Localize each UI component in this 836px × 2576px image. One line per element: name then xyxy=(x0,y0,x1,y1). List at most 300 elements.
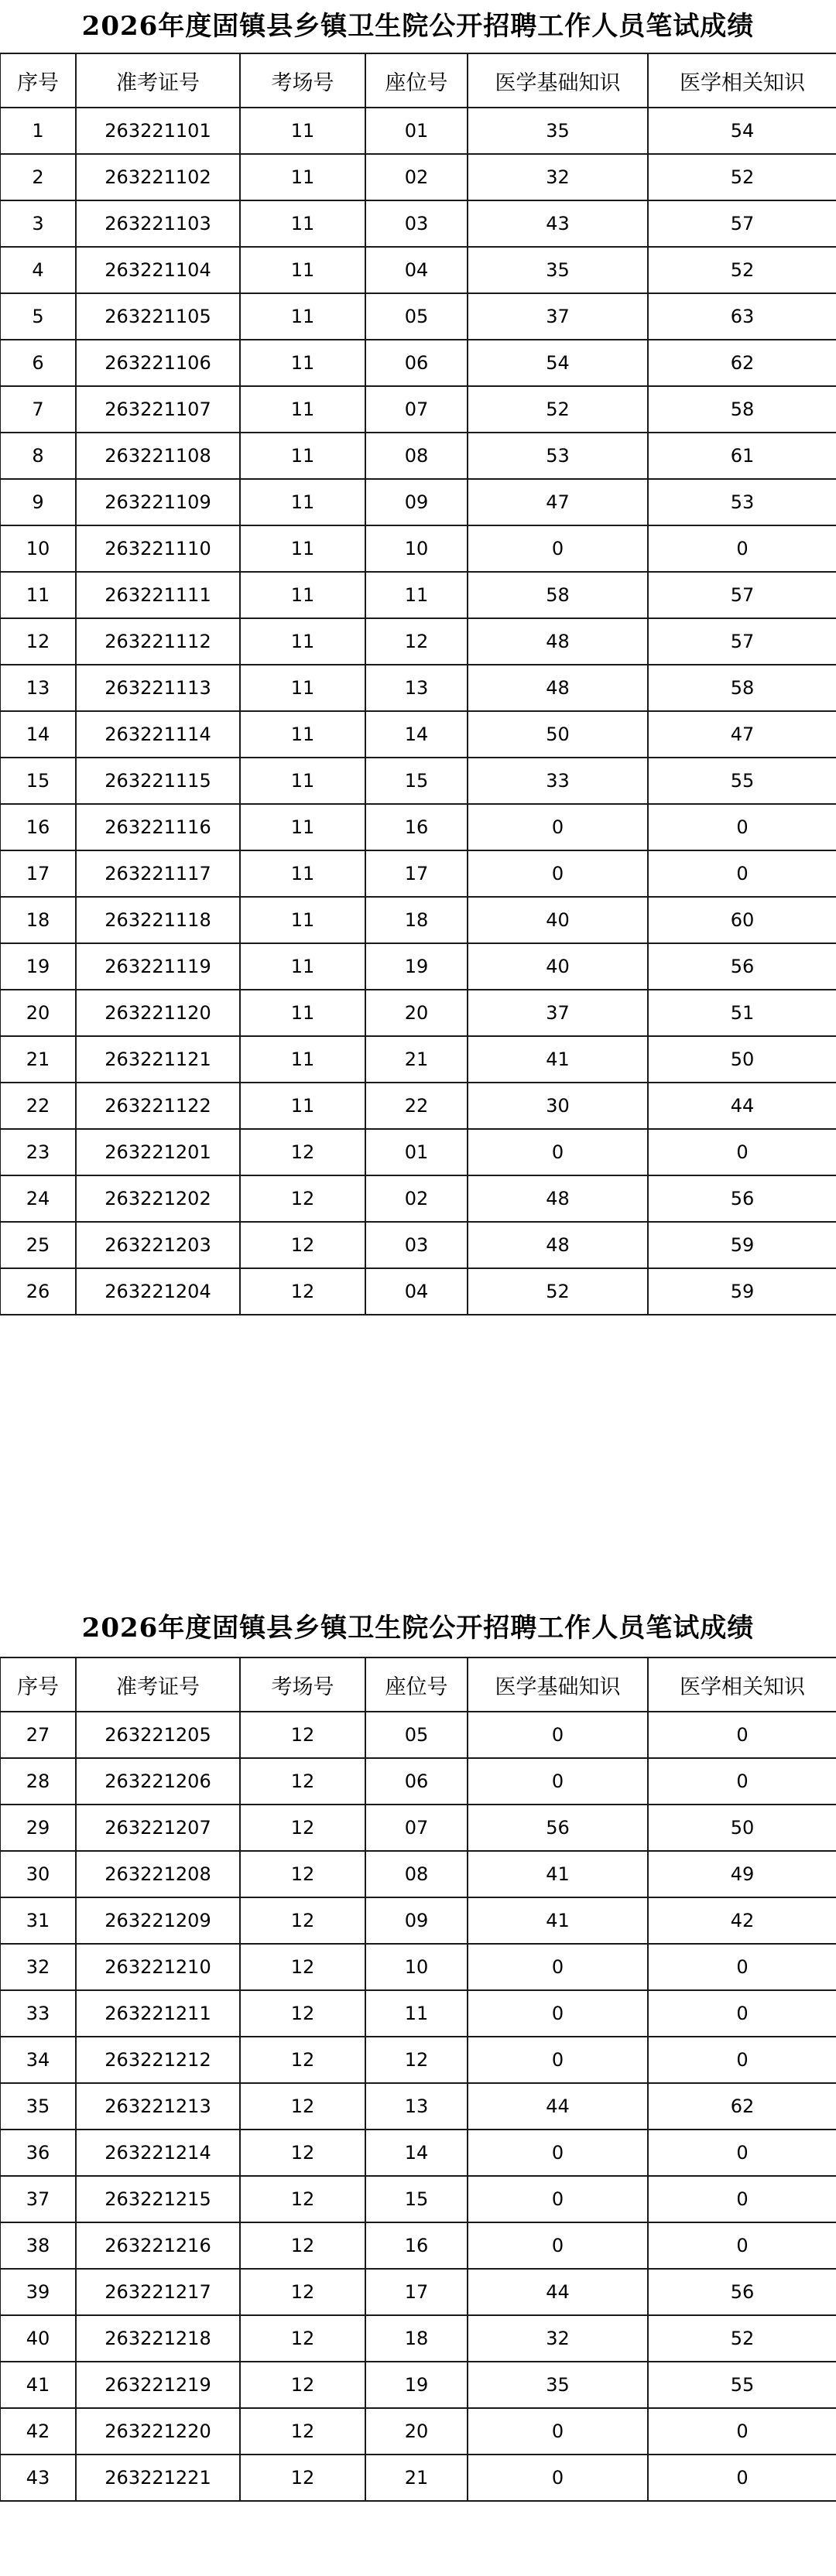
cell-seat-number: 14 xyxy=(365,711,468,758)
cell-seat-number: 07 xyxy=(365,1805,468,1851)
cell-exam-room: 11 xyxy=(240,897,365,943)
cell-ticket-number: 263221110 xyxy=(76,525,240,572)
cell-ticket-number: 263221212 xyxy=(76,2037,240,2083)
cell-ticket-number: 263221216 xyxy=(76,2222,240,2269)
cell-seat-number: 06 xyxy=(365,340,468,386)
cell-medical-related-score: 55 xyxy=(648,758,836,804)
cell-ticket-number: 263221101 xyxy=(76,108,240,154)
cell-medical-related-score: 0 xyxy=(648,2408,836,2455)
cell-exam-room: 12 xyxy=(240,2176,365,2222)
cell-exam-room: 11 xyxy=(240,758,365,804)
cell-ticket-number: 263221213 xyxy=(76,2083,240,2130)
cell-serial-number: 33 xyxy=(0,1990,76,2037)
cell-medical-basics-score: 35 xyxy=(468,108,648,154)
cell-exam-room: 11 xyxy=(240,247,365,293)
cell-ticket-number: 263221111 xyxy=(76,572,240,618)
cell-seat-number: 19 xyxy=(365,943,468,990)
cell-serial-number: 10 xyxy=(0,525,76,572)
table-row xyxy=(0,897,836,943)
cell-ticket-number: 263221201 xyxy=(76,1129,240,1175)
cell-medical-basics-score: 52 xyxy=(468,386,648,433)
cell-medical-related-score: 50 xyxy=(648,1805,836,1851)
cell-serial-number: 15 xyxy=(0,758,76,804)
cell-medical-basics-score: 37 xyxy=(468,293,648,340)
cell-medical-basics-score: 50 xyxy=(468,711,648,758)
cell-medical-related-score: 0 xyxy=(648,850,836,897)
cell-exam-room: 12 xyxy=(240,1944,365,1990)
cell-medical-basics-score: 0 xyxy=(468,2176,648,2222)
cell-serial-number: 6 xyxy=(0,340,76,386)
cell-ticket-number: 263221204 xyxy=(76,1268,240,1315)
header-serial-number: 序号 xyxy=(0,53,76,108)
cell-ticket-number: 263221217 xyxy=(76,2269,240,2315)
cell-medical-basics-score: 32 xyxy=(468,2315,648,2362)
cell-medical-related-score: 52 xyxy=(648,247,836,293)
cell-seat-number: 16 xyxy=(365,804,468,850)
cell-ticket-number: 263221106 xyxy=(76,340,240,386)
cell-medical-related-score: 0 xyxy=(648,2455,836,2501)
cell-medical-basics-score: 0 xyxy=(468,1129,648,1175)
cell-medical-related-score: 0 xyxy=(648,804,836,850)
cell-ticket-number: 263221211 xyxy=(76,1990,240,2037)
cell-ticket-number: 263221116 xyxy=(76,804,240,850)
cell-medical-related-score: 0 xyxy=(648,2222,836,2269)
cell-seat-number: 20 xyxy=(365,990,468,1036)
cell-medical-basics-score: 0 xyxy=(468,1990,648,2037)
cell-ticket-number: 263221114 xyxy=(76,711,240,758)
cell-medical-related-score: 58 xyxy=(648,386,836,433)
cell-ticket-number: 263221109 xyxy=(76,479,240,525)
cell-medical-basics-score: 53 xyxy=(468,433,648,479)
cell-seat-number: 15 xyxy=(365,758,468,804)
table-row xyxy=(0,525,836,572)
cell-exam-room: 12 xyxy=(240,2083,365,2130)
cell-medical-basics-score: 48 xyxy=(468,1175,648,1222)
cell-exam-room: 12 xyxy=(240,1805,365,1851)
cell-ticket-number: 263221205 xyxy=(76,1712,240,1758)
cell-exam-room: 11 xyxy=(240,386,365,433)
cell-seat-number: 11 xyxy=(365,1990,468,2037)
cell-medical-basics-score: 33 xyxy=(468,758,648,804)
cell-medical-basics-score: 35 xyxy=(468,247,648,293)
cell-ticket-number: 263221207 xyxy=(76,1805,240,1851)
cell-seat-number: 01 xyxy=(365,1129,468,1175)
cell-medical-related-score: 0 xyxy=(648,1129,836,1175)
cell-ticket-number: 263221214 xyxy=(76,2130,240,2176)
cell-seat-number: 03 xyxy=(365,200,468,247)
table-row xyxy=(0,2269,836,2315)
cell-medical-basics-score: 48 xyxy=(468,1222,648,1268)
table-row xyxy=(0,1175,836,1222)
table-row xyxy=(0,479,836,525)
cell-medical-basics-score: 30 xyxy=(468,1083,648,1129)
cell-exam-room: 12 xyxy=(240,2455,365,2501)
cell-seat-number: 22 xyxy=(365,1083,468,1129)
table-row xyxy=(0,1851,836,1897)
cell-serial-number: 31 xyxy=(0,1897,76,1944)
table-row xyxy=(0,1758,836,1805)
header-medical-related-score: 医学相关知识 xyxy=(648,53,836,108)
header-exam-room: 考场号 xyxy=(240,53,365,108)
table-row xyxy=(0,2315,836,2362)
cell-medical-related-score: 60 xyxy=(648,897,836,943)
cell-seat-number: 08 xyxy=(365,433,468,479)
cell-medical-related-score: 50 xyxy=(648,1036,836,1083)
cell-medical-related-score: 0 xyxy=(648,1990,836,2037)
cell-seat-number: 21 xyxy=(365,1036,468,1083)
cell-ticket-number: 263221107 xyxy=(76,386,240,433)
cell-ticket-number: 263221119 xyxy=(76,943,240,990)
cell-medical-related-score: 42 xyxy=(648,1897,836,1944)
cell-exam-room: 11 xyxy=(240,572,365,618)
cell-medical-basics-score: 56 xyxy=(468,1805,648,1851)
page-title: 2026年度固镇县乡镇卫生院公开招聘工作人员笔试成绩 xyxy=(81,11,755,42)
cell-seat-number: 13 xyxy=(365,2083,468,2130)
cell-serial-number: 28 xyxy=(0,1758,76,1805)
cell-exam-room: 11 xyxy=(240,293,365,340)
cell-ticket-number: 263221202 xyxy=(76,1175,240,1222)
cell-seat-number: 13 xyxy=(365,665,468,711)
cell-medical-related-score: 0 xyxy=(648,2130,836,2176)
cell-seat-number: 17 xyxy=(365,850,468,897)
cell-exam-room: 12 xyxy=(240,1712,365,1758)
cell-medical-basics-score: 0 xyxy=(468,2455,648,2501)
cell-medical-related-score: 0 xyxy=(648,1712,836,1758)
cell-medical-basics-score: 0 xyxy=(468,2222,648,2269)
cell-serial-number: 12 xyxy=(0,618,76,665)
cell-serial-number: 38 xyxy=(0,2222,76,2269)
cell-serial-number: 32 xyxy=(0,1944,76,1990)
cell-seat-number: 03 xyxy=(365,1222,468,1268)
cell-serial-number: 13 xyxy=(0,665,76,711)
cell-exam-room: 11 xyxy=(240,990,365,1036)
cell-serial-number: 25 xyxy=(0,1222,76,1268)
cell-serial-number: 3 xyxy=(0,200,76,247)
cell-seat-number: 02 xyxy=(365,154,468,200)
table-row xyxy=(0,2362,836,2408)
cell-serial-number: 5 xyxy=(0,293,76,340)
table-row xyxy=(0,850,836,897)
cell-seat-number: 16 xyxy=(365,2222,468,2269)
table-row xyxy=(0,340,836,386)
cell-seat-number: 20 xyxy=(365,2408,468,2455)
cell-medical-related-score: 0 xyxy=(648,1944,836,1990)
cell-exam-room: 11 xyxy=(240,154,365,200)
cell-seat-number: 05 xyxy=(365,1712,468,1758)
cell-medical-related-score: 59 xyxy=(648,1222,836,1268)
cell-medical-related-score: 52 xyxy=(648,2315,836,2362)
cell-medical-related-score: 51 xyxy=(648,990,836,1036)
cell-seat-number: 07 xyxy=(365,386,468,433)
table-row xyxy=(0,154,836,200)
cell-seat-number: 15 xyxy=(365,2176,468,2222)
header-seat-number: 座位号 xyxy=(365,53,468,108)
header-exam-room: 考场号 xyxy=(240,1657,365,1712)
cell-serial-number: 37 xyxy=(0,2176,76,2222)
cell-serial-number: 41 xyxy=(0,2362,76,2408)
cell-serial-number: 23 xyxy=(0,1129,76,1175)
table-row xyxy=(0,200,836,247)
cell-seat-number: 06 xyxy=(365,1758,468,1805)
cell-medical-basics-score: 40 xyxy=(468,943,648,990)
cell-serial-number: 34 xyxy=(0,2037,76,2083)
cell-seat-number: 04 xyxy=(365,1268,468,1315)
table-row xyxy=(0,433,836,479)
cell-medical-basics-score: 47 xyxy=(468,479,648,525)
cell-seat-number: 02 xyxy=(365,1175,468,1222)
cell-exam-room: 12 xyxy=(240,1897,365,1944)
cell-medical-related-score: 54 xyxy=(648,108,836,154)
header-ticket-number: 准考证号 xyxy=(76,53,240,108)
cell-ticket-number: 263221220 xyxy=(76,2408,240,2455)
table-row xyxy=(0,1805,836,1851)
cell-medical-related-score: 0 xyxy=(648,525,836,572)
cell-serial-number: 24 xyxy=(0,1175,76,1222)
cell-exam-room: 11 xyxy=(240,804,365,850)
cell-exam-room: 12 xyxy=(240,1222,365,1268)
cell-exam-room: 11 xyxy=(240,711,365,758)
cell-ticket-number: 263221203 xyxy=(76,1222,240,1268)
cell-medical-related-score: 56 xyxy=(648,2269,836,2315)
cell-medical-related-score: 0 xyxy=(648,2037,836,2083)
table-row xyxy=(0,1222,836,1268)
cell-serial-number: 4 xyxy=(0,247,76,293)
cell-medical-basics-score: 44 xyxy=(468,2083,648,2130)
header-medical-related-score: 医学相关知识 xyxy=(648,1657,836,1712)
table-header-row xyxy=(0,1657,836,1712)
cell-serial-number: 30 xyxy=(0,1851,76,1897)
cell-medical-related-score: 52 xyxy=(648,154,836,200)
cell-seat-number: 14 xyxy=(365,2130,468,2176)
cell-medical-basics-score: 0 xyxy=(468,1944,648,1990)
cell-medical-basics-score: 0 xyxy=(468,2037,648,2083)
cell-ticket-number: 263221120 xyxy=(76,990,240,1036)
cell-serial-number: 17 xyxy=(0,850,76,897)
cell-exam-room: 12 xyxy=(240,1268,365,1315)
cell-seat-number: 19 xyxy=(365,2362,468,2408)
cell-serial-number: 26 xyxy=(0,1268,76,1315)
cell-serial-number: 11 xyxy=(0,572,76,618)
cell-ticket-number: 263221105 xyxy=(76,293,240,340)
table-row xyxy=(0,1129,836,1175)
cell-seat-number: 17 xyxy=(365,2269,468,2315)
table-row xyxy=(0,2176,836,2222)
table-row xyxy=(0,386,836,433)
cell-medical-related-score: 62 xyxy=(648,340,836,386)
table-row xyxy=(0,2037,836,2083)
cell-ticket-number: 263221103 xyxy=(76,200,240,247)
table-row xyxy=(0,2222,836,2269)
cell-seat-number: 05 xyxy=(365,293,468,340)
cell-medical-basics-score: 0 xyxy=(468,804,648,850)
table-row xyxy=(0,990,836,1036)
cell-ticket-number: 263221118 xyxy=(76,897,240,943)
table-row xyxy=(0,758,836,804)
cell-exam-room: 11 xyxy=(240,618,365,665)
cell-serial-number: 19 xyxy=(0,943,76,990)
table-row xyxy=(0,2408,836,2455)
cell-medical-related-score: 56 xyxy=(648,1175,836,1222)
cell-serial-number: 39 xyxy=(0,2269,76,2315)
cell-medical-basics-score: 0 xyxy=(468,850,648,897)
cell-medical-basics-score: 40 xyxy=(468,897,648,943)
cell-medical-basics-score: 0 xyxy=(468,1758,648,1805)
cell-medical-related-score: 61 xyxy=(648,433,836,479)
cell-serial-number: 22 xyxy=(0,1083,76,1129)
score-table xyxy=(0,53,836,1315)
table-row xyxy=(0,1036,836,1083)
cell-ticket-number: 263221210 xyxy=(76,1944,240,1990)
cell-serial-number: 18 xyxy=(0,897,76,943)
cell-ticket-number: 263221206 xyxy=(76,1758,240,1805)
cell-ticket-number: 263221104 xyxy=(76,247,240,293)
cell-exam-room: 11 xyxy=(240,943,365,990)
cell-exam-room: 12 xyxy=(240,2037,365,2083)
cell-serial-number: 20 xyxy=(0,990,76,1036)
cell-medical-basics-score: 0 xyxy=(468,1712,648,1758)
cell-ticket-number: 263221215 xyxy=(76,2176,240,2222)
cell-medical-related-score: 63 xyxy=(648,293,836,340)
cell-medical-related-score: 55 xyxy=(648,2362,836,2408)
cell-exam-room: 11 xyxy=(240,200,365,247)
cell-exam-room: 11 xyxy=(240,340,365,386)
table-row xyxy=(0,1083,836,1129)
cell-seat-number: 11 xyxy=(365,572,468,618)
cell-ticket-number: 263221112 xyxy=(76,618,240,665)
cell-medical-related-score: 58 xyxy=(648,665,836,711)
cell-exam-room: 12 xyxy=(240,1758,365,1805)
cell-medical-basics-score: 0 xyxy=(468,2408,648,2455)
table-row xyxy=(0,2083,836,2130)
cell-seat-number: 18 xyxy=(365,897,468,943)
cell-seat-number: 08 xyxy=(365,1851,468,1897)
cell-medical-related-score: 53 xyxy=(648,479,836,525)
table-row xyxy=(0,2455,836,2501)
cell-exam-room: 12 xyxy=(240,2362,365,2408)
table-row xyxy=(0,618,836,665)
score-page-2 xyxy=(0,1599,836,2502)
header-medical-basics-score: 医学基础知识 xyxy=(468,1657,648,1712)
cell-exam-room: 11 xyxy=(240,108,365,154)
cell-exam-room: 11 xyxy=(240,525,365,572)
cell-medical-related-score: 59 xyxy=(648,1268,836,1315)
table-row xyxy=(0,108,836,154)
cell-ticket-number: 263221218 xyxy=(76,2315,240,2362)
cell-exam-room: 11 xyxy=(240,479,365,525)
cell-medical-related-score: 62 xyxy=(648,2083,836,2130)
table-header-row xyxy=(0,53,836,108)
table-row xyxy=(0,943,836,990)
cell-medical-basics-score: 48 xyxy=(468,618,648,665)
cell-serial-number: 16 xyxy=(0,804,76,850)
header-seat-number: 座位号 xyxy=(365,1657,468,1712)
cell-serial-number: 14 xyxy=(0,711,76,758)
cell-exam-room: 11 xyxy=(240,1083,365,1129)
cell-exam-room: 12 xyxy=(240,1129,365,1175)
table-row xyxy=(0,1990,836,2037)
cell-medical-related-score: 56 xyxy=(648,943,836,990)
cell-serial-number: 2 xyxy=(0,154,76,200)
cell-seat-number: 12 xyxy=(365,2037,468,2083)
table-row xyxy=(0,711,836,758)
cell-serial-number: 21 xyxy=(0,1036,76,1083)
cell-ticket-number: 263221221 xyxy=(76,2455,240,2501)
cell-exam-room: 11 xyxy=(240,665,365,711)
cell-serial-number: 42 xyxy=(0,2408,76,2455)
cell-exam-room: 12 xyxy=(240,2269,365,2315)
cell-exam-room: 12 xyxy=(240,2408,365,2455)
cell-ticket-number: 263221115 xyxy=(76,758,240,804)
cell-medical-related-score: 49 xyxy=(648,1851,836,1897)
cell-seat-number: 04 xyxy=(365,247,468,293)
table-row xyxy=(0,2130,836,2176)
cell-medical-related-score: 47 xyxy=(648,711,836,758)
cell-medical-basics-score: 52 xyxy=(468,1268,648,1315)
cell-ticket-number: 263221102 xyxy=(76,154,240,200)
cell-medical-related-score: 57 xyxy=(648,572,836,618)
cell-medical-basics-score: 0 xyxy=(468,2130,648,2176)
cell-exam-room: 12 xyxy=(240,2130,365,2176)
cell-medical-related-score: 44 xyxy=(648,1083,836,1129)
cell-serial-number: 40 xyxy=(0,2315,76,2362)
cell-serial-number: 8 xyxy=(0,433,76,479)
cell-exam-room: 12 xyxy=(240,1851,365,1897)
cell-ticket-number: 263221117 xyxy=(76,850,240,897)
cell-ticket-number: 263221108 xyxy=(76,433,240,479)
table-row xyxy=(0,1944,836,1990)
cell-exam-room: 11 xyxy=(240,433,365,479)
cell-exam-room: 12 xyxy=(240,1990,365,2037)
table-row xyxy=(0,293,836,340)
cell-seat-number: 09 xyxy=(365,1897,468,1944)
table-row xyxy=(0,572,836,618)
cell-exam-room: 11 xyxy=(240,1036,365,1083)
cell-serial-number: 35 xyxy=(0,2083,76,2130)
cell-medical-basics-score: 32 xyxy=(468,154,648,200)
cell-medical-basics-score: 37 xyxy=(468,990,648,1036)
table-row xyxy=(0,1897,836,1944)
cell-serial-number: 36 xyxy=(0,2130,76,2176)
cell-ticket-number: 263221122 xyxy=(76,1083,240,1129)
cell-exam-room: 11 xyxy=(240,850,365,897)
cell-medical-basics-score: 43 xyxy=(468,200,648,247)
cell-serial-number: 7 xyxy=(0,386,76,433)
cell-ticket-number: 263221219 xyxy=(76,2362,240,2408)
cell-seat-number: 09 xyxy=(365,479,468,525)
cell-ticket-number: 263221209 xyxy=(76,1897,240,1944)
header-ticket-number: 准考证号 xyxy=(76,1657,240,1712)
cell-medical-basics-score: 44 xyxy=(468,2269,648,2315)
table-row xyxy=(0,1712,836,1758)
cell-medical-basics-score: 48 xyxy=(468,665,648,711)
table-row xyxy=(0,247,836,293)
cell-medical-basics-score: 35 xyxy=(468,2362,648,2408)
table-row xyxy=(0,1268,836,1315)
cell-serial-number: 43 xyxy=(0,2455,76,2501)
page-title: 2026年度固镇县乡镇卫生院公开招聘工作人员笔试成绩 xyxy=(81,1613,755,1644)
cell-medical-basics-score: 41 xyxy=(468,1851,648,1897)
cell-medical-related-score: 0 xyxy=(648,1758,836,1805)
cell-exam-room: 12 xyxy=(240,2222,365,2269)
cell-seat-number: 12 xyxy=(365,618,468,665)
cell-exam-room: 12 xyxy=(240,1175,365,1222)
cell-serial-number: 9 xyxy=(0,479,76,525)
cell-seat-number: 10 xyxy=(365,525,468,572)
cell-medical-basics-score: 0 xyxy=(468,525,648,572)
cell-medical-related-score: 0 xyxy=(648,2176,836,2222)
cell-serial-number: 29 xyxy=(0,1805,76,1851)
header-medical-basics-score: 医学基础知识 xyxy=(468,53,648,108)
